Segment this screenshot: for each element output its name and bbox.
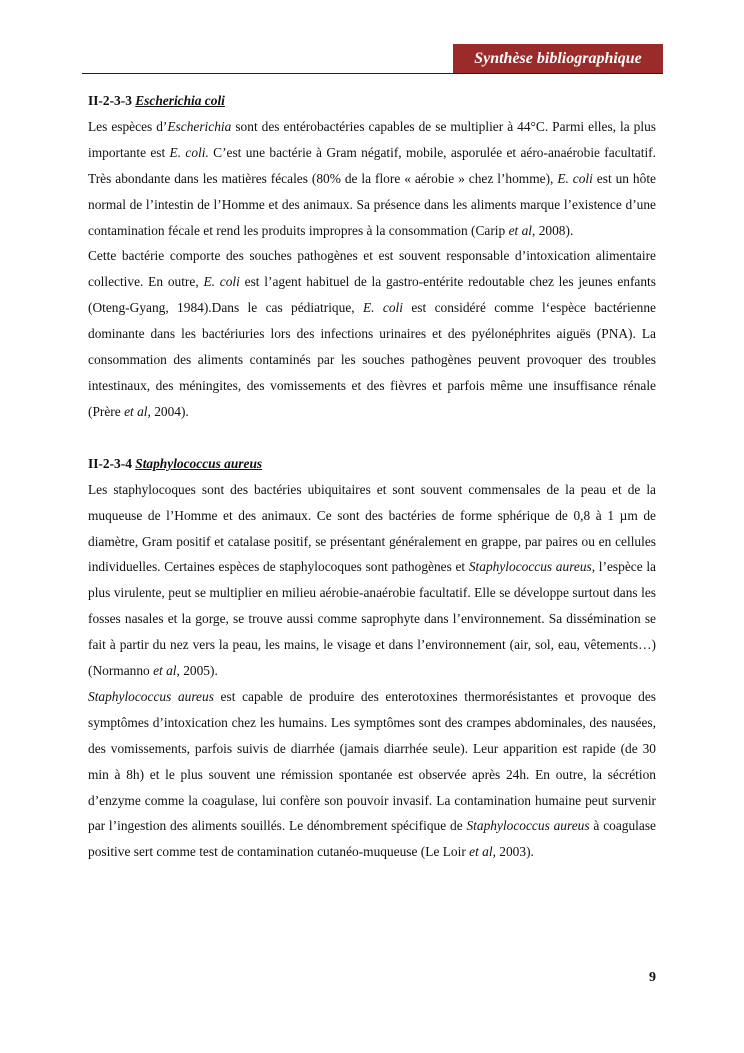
page-number: 9 — [649, 970, 656, 985]
section-spacer — [88, 425, 656, 451]
italic-text: et al — [124, 403, 148, 419]
text-run: sont des entérobactéries capables de se multiplier à 44°C. Parmi elles, la plus importante est — [88, 118, 656, 160]
section-staphylococcus-aureus — [88, 451, 656, 866]
italic-text: E. coli — [362, 300, 403, 316]
italic-text: Staphylococcus aureus — [88, 688, 214, 704]
section-escherichia-coli — [88, 88, 656, 425]
section-heading — [88, 88, 656, 114]
text-run: est l’agent habituel de la gastro-entérite redoutable chez les jeunes enfants (Oteng-Gyang, 1984).Dans le cas pédiatrique, — [88, 274, 656, 316]
text-run: Les staphylocoques sont des bactéries ubiquitaires et sont souvent commensales de la peau et de la muqueuse de l’Homme et des animaux. Ce sont des bactéries de forme sphérique de 0,8 à 1 µm de diamètre, Gram positif et catalase positif, se présentant généralement en grappe, par paires ou en cellules individuelles. Certaines espèces de staphylocoques sont pathogènes et — [88, 481, 656, 575]
header-divider — [82, 73, 663, 74]
text-run: est un hôte normal de l’intestin de l’Homme et des animaux. Sa présence dans les aliments marque l’existence d’une contamination fécale et rend les produits impropres à la consommation (Carip — [88, 170, 656, 238]
text-run: , 2003). — [492, 844, 534, 860]
paragraph — [88, 477, 656, 684]
document-body — [88, 88, 656, 865]
italic-text: Escherichia — [167, 118, 232, 134]
text-run: , l’espèce la plus virulente, peut se multiplier en milieu aérobie-anaérobie facultatif. Elle se développe surtout dans les fosses nasales et la gorge, se trouve aussi comme saprophyte dans l’environnement. Sa dissémination se fait à partir du nez vers la peau, les mains, le visage et dans l’environnement (air, sol, eau, vêtements…) (Normanno — [88, 559, 656, 679]
italic-text: et al — [153, 663, 177, 679]
text-run: , 2004). — [147, 403, 189, 419]
section-number: II-2-3-3 — [88, 93, 132, 108]
paragraph — [88, 114, 656, 244]
text-run: est capable de produire des enterotoxines thermorésistantes et provoque des symptômes d’intoxication chez les humains. Les symptômes sont des crampes abdominales, des nausées, des vomissements, parfois suivis de diarrhée (jamais diarrhée seule). Leur apparition est rapide (de 30 min à 8h) et le plus souvent une rémission spontanée est observée après 24h. En outre, la sécrétion d’enzyme comme la coagulase, lui confère son pouvoir invasif. La contamination humaine peut survenir par l’ingestion des aliments souillés. Le dénombrement spécifique de — [88, 688, 656, 834]
text-run: , 2008). — [532, 222, 574, 238]
section-header-label: Synthèse bibliographique — [474, 50, 642, 67]
text-run: Les espèces d’ — [88, 118, 168, 134]
section-number: II-2-3-4 — [88, 455, 132, 471]
text-run: à coagulase positive sert comme test de contamination cutanéo-muqueuse (Le Loir — [88, 818, 656, 860]
italic-text: E. coli — [557, 170, 593, 186]
section-header-tab — [453, 44, 663, 74]
italic-text: E. coli. — [169, 144, 209, 160]
italic-text: Staphylococcus aureus — [468, 559, 592, 575]
paragraph — [88, 243, 656, 424]
italic-text: et al — [469, 844, 493, 860]
section-title: Escherichia coli — [135, 93, 225, 108]
italic-text: et al — [508, 222, 533, 238]
section-title: Staphylococcus aureus — [135, 455, 263, 471]
section-heading — [88, 451, 656, 477]
paragraph — [88, 684, 656, 865]
italic-text: E. coli — [203, 274, 240, 290]
italic-text: Staphylococcus aureus — [466, 818, 590, 834]
text-run: Cette bactérie comporte des souches pathogènes et est souvent responsable d’intoxication alimentaire collective. En outre, — [88, 248, 656, 290]
text-run: C’est une bactérie à Gram négatif, mobile, asporulée et aéro-anaérobie facultatif. Très abondante dans les matières fécales (80% de la flore « aérobie » chez l’homme), — [88, 144, 656, 186]
text-run: est considéré comme l‘espèce bactérienne dominante dans les bactériuries lors des infections urinaires et des pyélonéphrites aiguës (PNA). La consommation des aliments contaminés par les souches pathogènes peuvent provoquer des troubles intestinaux, des méningites, des vomissements et des fièvres et parfois même une insuffisance rénale (Prère — [88, 300, 656, 419]
text-run: , 2005). — [176, 663, 218, 679]
